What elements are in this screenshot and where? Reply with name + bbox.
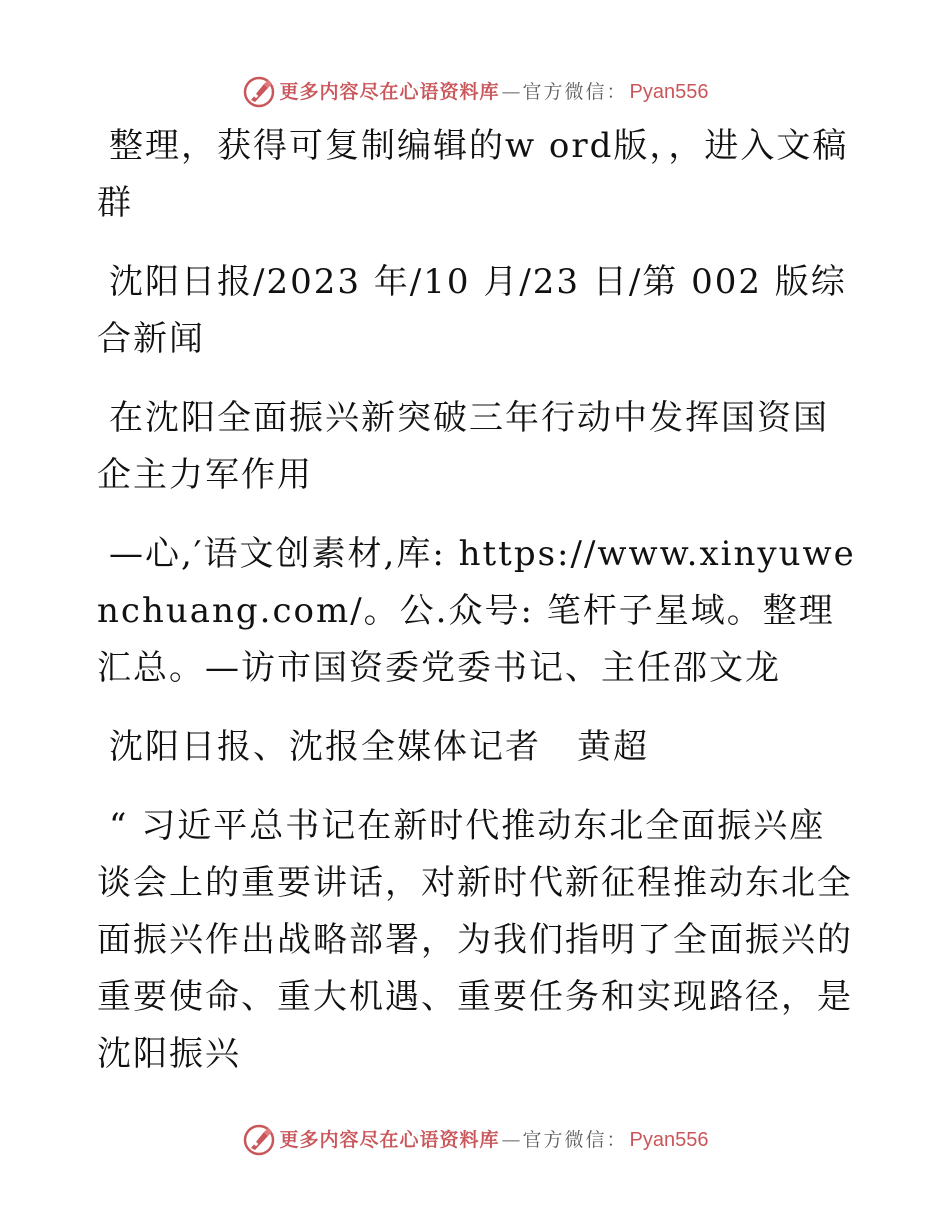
article-title: 在沈阳全面振兴新突破三年行动中发挥国资国企主力军作用 (97, 398, 829, 495)
footer-watermark-banner (0, 1120, 950, 1160)
watermark-brand-text: 更多内容尽在心语资料库 (279, 80, 500, 103)
watermark-wechat-id: Pyan556 (629, 81, 709, 103)
article-subtitle: —心,′语文创素材,库: https://www.xinyuwenchuang.com/。公.众号: 笔杆子星域。整理汇总。—访市国资委党委书记、主任邵文龙 (97, 534, 856, 688)
header-watermark-banner (0, 72, 950, 112)
pen-nib-logo-icon (242, 1123, 276, 1157)
watermark-dash: — (501, 1128, 521, 1151)
byline: 沈阳日报、沈报全媒体记者 黄超 (109, 727, 649, 767)
body-paragraph: “ 习近平总书记在新时代推动东北全面振兴座谈会上的重要讲话，对新时代新征程推动东北全面振兴作出战略部署，为我们指明了全面振兴的重要使命、重大机遇、重要任务和实现路径，是沈阳振兴 (97, 806, 853, 1074)
pen-nib-logo-icon (242, 75, 276, 109)
watermark-wechat-label: 官方微信： (522, 1128, 628, 1151)
watermark-brand-text: 更多内容尽在心语资料库 (279, 1128, 500, 1151)
watermark-wechat-id: Pyan556 (629, 1129, 709, 1151)
watermark-dash: — (501, 80, 521, 103)
source-line: 沈阳日报/2023 年/10 月/23 日/第 002 版综合新闻 (97, 262, 847, 359)
watermark-wechat-label: 官方微信： (522, 80, 628, 103)
note-paragraph: 整理，获得可复制编辑的w ord版，，进入文稿群 (97, 126, 849, 223)
document-body (97, 118, 857, 1105)
